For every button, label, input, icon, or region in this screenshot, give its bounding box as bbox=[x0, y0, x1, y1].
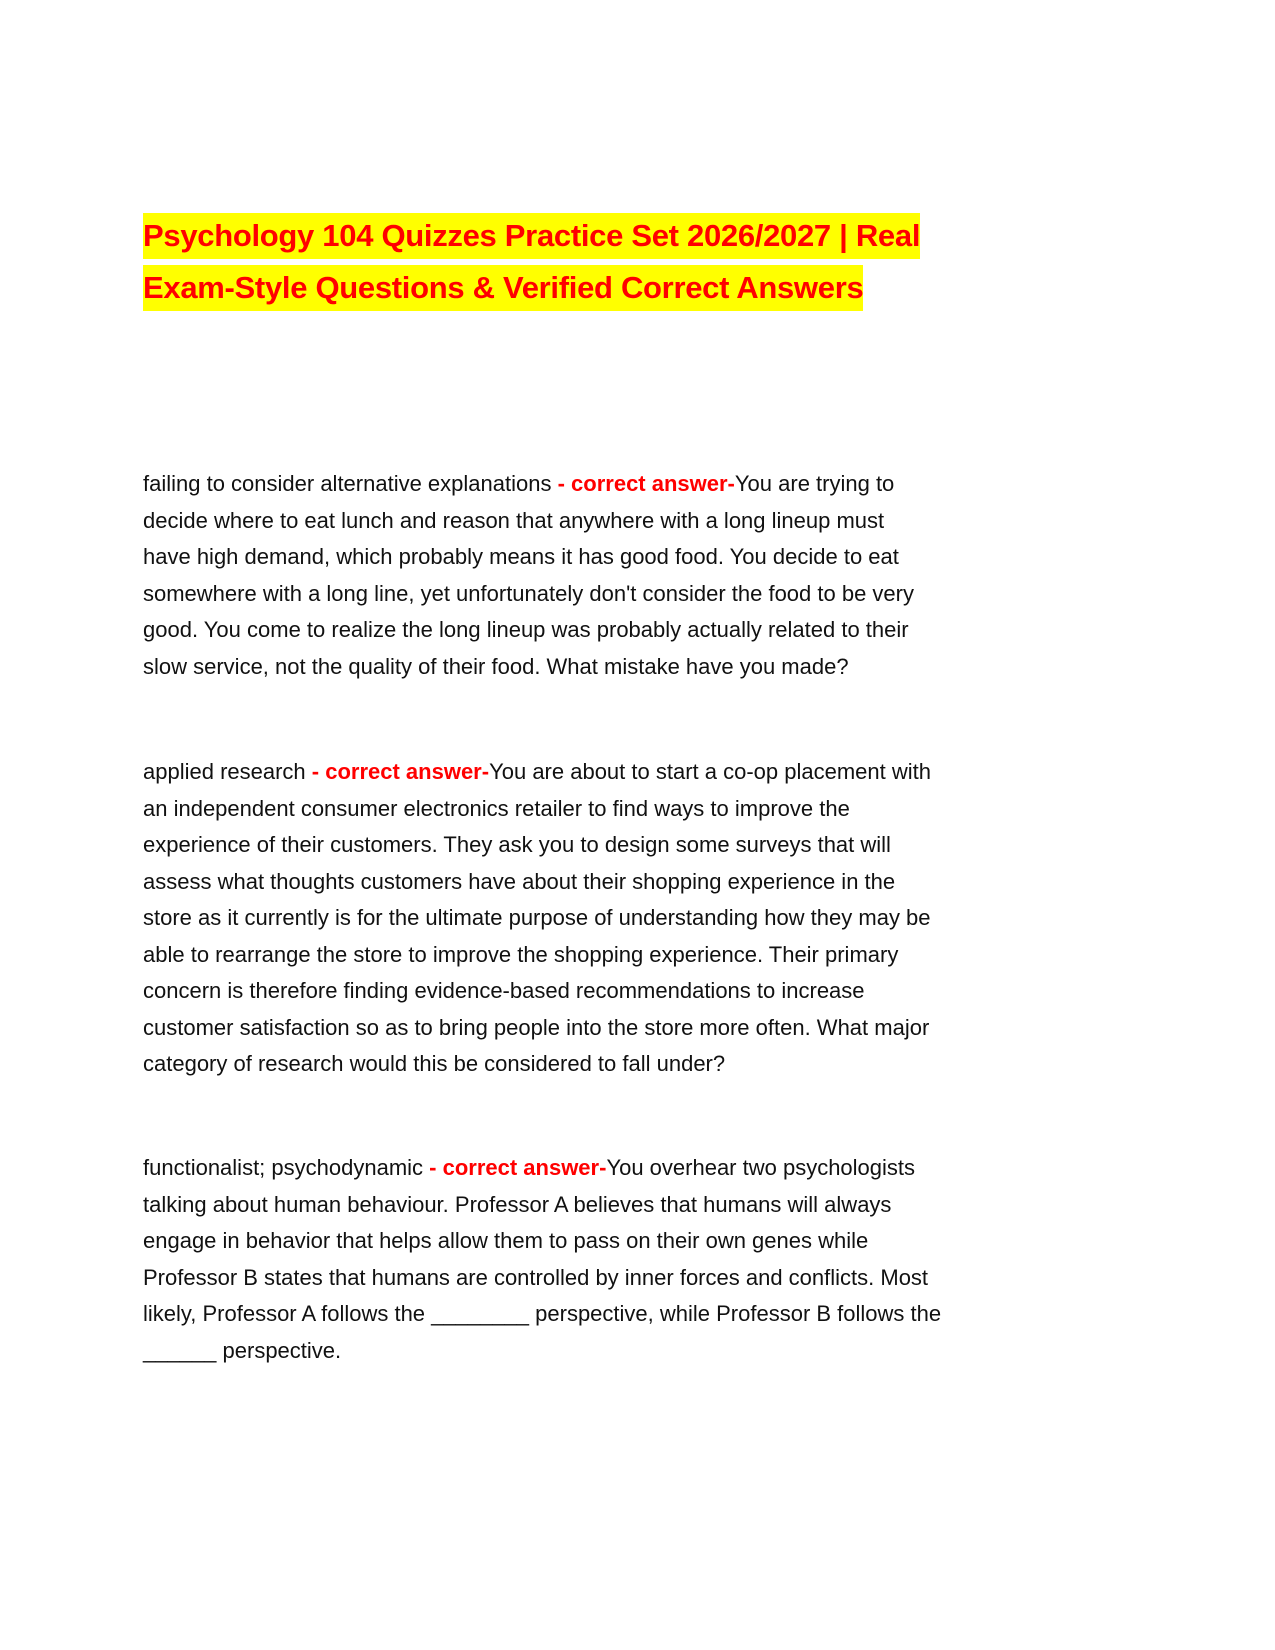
question-text: an independent consumer electronics retailer to find ways to improve the bbox=[143, 795, 850, 821]
text-line bbox=[143, 1260, 941, 1297]
question-text: Professor B states that humans are controlled by inner forces and conflicts. Most bbox=[143, 1264, 929, 1290]
text-line bbox=[143, 1010, 931, 1047]
text-line bbox=[143, 503, 914, 540]
question-text: You are about to start a co-op placement with bbox=[489, 759, 931, 784]
text-line bbox=[143, 576, 914, 613]
text-line bbox=[143, 937, 931, 974]
question-text: have high demand, which probably means it has good food. You decide to eat bbox=[143, 544, 899, 569]
text-line bbox=[143, 754, 931, 791]
text-line bbox=[143, 1187, 941, 1224]
title-line: Psychology 104 Quizzes Practice Set 2026/2027 | Real bbox=[143, 213, 920, 259]
text-line bbox=[143, 791, 931, 828]
text-line bbox=[143, 539, 914, 576]
question-text: experience of their customers. They ask you to design some surveys that will bbox=[143, 832, 891, 857]
question-text: concern is therefore finding evidence-based recommendations to increase bbox=[143, 978, 865, 1003]
question-block bbox=[143, 1150, 941, 1369]
question-text: able to rearrange the store to improve the shopping experience. Their primary bbox=[143, 941, 899, 967]
text-line bbox=[143, 827, 931, 864]
question-text: You overhear two psychologists bbox=[606, 1155, 916, 1180]
question-text: customer satisfaction so as to bring people into the store more often. What major bbox=[143, 1014, 930, 1040]
text-line bbox=[143, 973, 931, 1010]
question-text: likely, Professor A follows the ________ perspective, while Professor B follows the bbox=[143, 1301, 942, 1326]
answer-text: functionalist; psychodynamic bbox=[143, 1155, 430, 1180]
question-text: ______ perspective. bbox=[143, 1337, 342, 1363]
question-block bbox=[143, 466, 914, 685]
text-line bbox=[143, 1046, 931, 1083]
text-line bbox=[143, 900, 931, 937]
correct-answer-label: - correct answer- bbox=[311, 759, 490, 784]
text-line bbox=[143, 1333, 941, 1370]
text-line bbox=[143, 1150, 941, 1187]
document-title bbox=[143, 213, 920, 317]
question-text: assess what thoughts customers have about their shopping experience in the bbox=[143, 868, 896, 894]
text-line bbox=[143, 1296, 941, 1333]
question-text: store as it currently is for the ultimate purpose of understanding how they may be bbox=[143, 905, 931, 930]
title-line: Exam-Style Questions & Verified Correct Answers bbox=[143, 265, 863, 311]
question-text: good. You come to realize the long lineup was probably actually related to their bbox=[143, 617, 909, 642]
text-line bbox=[143, 466, 914, 503]
question-text: slow service, not the quality of their food. What mistake have you made? bbox=[143, 653, 849, 679]
question-text: somewhere with a long line, yet unfortunately don't consider the food to be very bbox=[143, 580, 914, 606]
question-text: You are trying to bbox=[734, 471, 895, 496]
text-line bbox=[143, 864, 931, 901]
question-text: category of research would this be considered to fall under? bbox=[143, 1051, 726, 1076]
correct-answer-label: - correct answer- bbox=[429, 1155, 607, 1180]
question-block bbox=[143, 754, 931, 1083]
answer-text: applied research bbox=[143, 759, 312, 784]
correct-answer-label: - correct answer- bbox=[557, 471, 735, 496]
question-text: talking about human behaviour. Professor A believes that humans will always bbox=[143, 1191, 892, 1217]
answer-text: failing to consider alternative explanations bbox=[143, 471, 558, 496]
text-line bbox=[143, 1223, 941, 1260]
text-line bbox=[143, 612, 914, 649]
text-line bbox=[143, 649, 914, 686]
question-text: decide where to eat lunch and reason that anywhere with a long lineup must bbox=[143, 507, 885, 533]
question-text: engage in behavior that helps allow them to pass on their own genes while bbox=[143, 1228, 869, 1253]
